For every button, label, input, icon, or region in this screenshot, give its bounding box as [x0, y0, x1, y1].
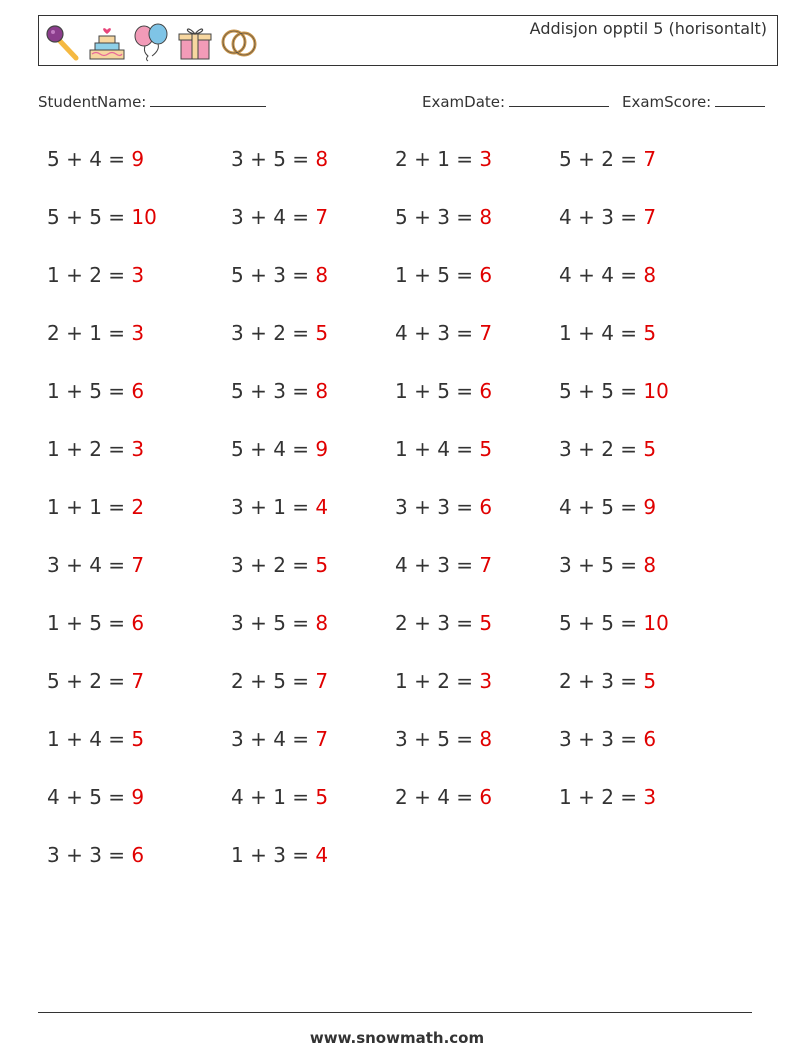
problem-answer: 6 — [643, 727, 657, 751]
problem-question: 3 + 4 = — [231, 205, 316, 229]
problem-answer: 5 — [643, 669, 657, 693]
problem-answer: 3 — [131, 263, 145, 287]
problem-question: 1 + 4 = — [395, 437, 480, 461]
problem-answer: 9 — [131, 147, 145, 171]
problem-item — [395, 669, 492, 693]
problem-question: 3 + 4 = — [231, 727, 316, 751]
problem-answer: 3 — [479, 147, 493, 171]
problem-answer: 4 — [315, 843, 329, 867]
problem-item — [47, 669, 144, 693]
problem-question: 4 + 1 = — [231, 785, 316, 809]
problem-question: 4 + 5 = — [559, 495, 644, 519]
problem-answer: 6 — [131, 379, 145, 403]
problem-item — [231, 669, 328, 693]
problem-answer: 6 — [479, 379, 493, 403]
problem-question: 4 + 3 = — [395, 321, 480, 345]
problem-question: 4 + 3 = — [395, 553, 480, 577]
problem-item — [231, 205, 328, 229]
problem-answer: 10 — [643, 379, 669, 403]
problem-answer: 7 — [315, 205, 329, 229]
problem-item — [395, 147, 492, 171]
problem-question: 5 + 5 = — [47, 205, 132, 229]
problem-question: 5 + 2 = — [47, 669, 132, 693]
problem-question: 3 + 4 = — [47, 553, 132, 577]
problem-item — [559, 437, 656, 461]
problem-item — [47, 843, 144, 867]
problem-question: 2 + 3 = — [395, 611, 480, 635]
problem-answer: 7 — [131, 553, 145, 577]
problem-question: 1 + 3 = — [231, 843, 316, 867]
problem-answer: 7 — [315, 727, 329, 751]
problem-item — [559, 205, 656, 229]
problem-item — [559, 495, 656, 519]
problem-question: 5 + 3 = — [395, 205, 480, 229]
problem-item — [395, 205, 492, 229]
problem-question: 2 + 1 = — [47, 321, 132, 345]
problem-question: 5 + 4 = — [47, 147, 132, 171]
problem-answer: 2 — [131, 495, 145, 519]
problem-answer: 8 — [479, 727, 493, 751]
problem-answer: 3 — [643, 785, 657, 809]
problem-item — [47, 437, 144, 461]
problem-answer: 5 — [479, 437, 493, 461]
problem-answer: 8 — [315, 147, 329, 171]
problem-item — [395, 437, 492, 461]
problem-question: 1 + 2 = — [47, 263, 132, 287]
problem-item — [395, 727, 492, 751]
problem-answer: 5 — [315, 321, 329, 345]
problem-question: 1 + 4 = — [47, 727, 132, 751]
problem-item — [231, 147, 328, 171]
problem-answer: 5 — [315, 553, 329, 577]
problem-question: 4 + 5 = — [47, 785, 132, 809]
problem-question: 1 + 2 = — [47, 437, 132, 461]
problem-question: 3 + 2 = — [231, 553, 316, 577]
problem-item — [47, 495, 144, 519]
problem-question: 2 + 1 = — [395, 147, 480, 171]
problem-question: 1 + 1 = — [47, 495, 132, 519]
problem-question: 3 + 5 = — [395, 727, 480, 751]
problem-answer: 7 — [315, 669, 329, 693]
problem-question: 3 + 2 = — [231, 321, 316, 345]
problem-answer: 7 — [479, 553, 493, 577]
problem-answer: 3 — [131, 321, 145, 345]
problem-question: 3 + 5 = — [231, 611, 316, 635]
problem-answer: 3 — [479, 669, 493, 693]
problem-answer: 7 — [479, 321, 493, 345]
exam-date-label: ExamDate: — [422, 93, 506, 111]
problem-item — [47, 263, 144, 287]
problem-question: 3 + 5 = — [231, 147, 316, 171]
exam-score-label: ExamScore: — [622, 93, 712, 111]
problem-item — [395, 379, 492, 403]
problem-item — [559, 321, 656, 345]
problem-answer: 6 — [131, 611, 145, 635]
problem-item — [47, 147, 144, 171]
problem-item — [231, 263, 328, 287]
problem-item — [47, 785, 144, 809]
problem-answer: 6 — [479, 785, 493, 809]
problem-item — [47, 611, 144, 635]
problem-answer: 6 — [479, 263, 493, 287]
problem-question: 3 + 5 = — [559, 553, 644, 577]
problem-question: 1 + 5 = — [395, 263, 480, 287]
problem-answer: 6 — [131, 843, 145, 867]
problem-question: 1 + 4 = — [559, 321, 644, 345]
problem-question: 4 + 3 = — [559, 205, 644, 229]
problem-item — [47, 727, 144, 751]
problem-item — [231, 321, 328, 345]
problem-answer: 5 — [479, 611, 493, 635]
problem-answer: 8 — [315, 379, 329, 403]
problem-item — [231, 495, 328, 519]
problem-item — [47, 379, 144, 403]
problem-item — [231, 727, 328, 751]
worksheet-title: Addisjon opptil 5 (horisontalt) — [529, 19, 767, 38]
problem-question: 2 + 3 = — [559, 669, 644, 693]
problem-item — [395, 553, 492, 577]
problem-answer: 8 — [315, 263, 329, 287]
problem-item — [395, 321, 492, 345]
problem-question: 1 + 5 = — [47, 379, 132, 403]
problem-item — [47, 321, 144, 345]
problem-answer: 8 — [643, 553, 657, 577]
problem-question: 1 + 2 = — [559, 785, 644, 809]
problem-question: 1 + 5 = — [395, 379, 480, 403]
problem-question: 2 + 5 = — [231, 669, 316, 693]
problem-answer: 10 — [643, 611, 669, 635]
problem-item — [559, 379, 669, 403]
problem-item — [395, 263, 492, 287]
problem-answer: 6 — [479, 495, 493, 519]
footer-divider — [38, 1012, 752, 1013]
problem-question: 1 + 5 = — [47, 611, 132, 635]
problem-answer: 5 — [131, 727, 145, 751]
problem-item — [231, 785, 328, 809]
problem-answer: 5 — [643, 437, 657, 461]
problem-item — [231, 379, 328, 403]
problem-item — [559, 611, 669, 635]
problem-answer: 9 — [315, 437, 329, 461]
problem-question: 5 + 3 = — [231, 263, 316, 287]
problem-answer: 3 — [131, 437, 145, 461]
footer-url: www.snowmath.com — [309, 1029, 485, 1047]
problem-question: 3 + 3 = — [395, 495, 480, 519]
problem-item — [231, 437, 328, 461]
problem-answer: 8 — [315, 611, 329, 635]
problem-answer: 4 — [315, 495, 329, 519]
problem-answer: 9 — [131, 785, 145, 809]
problem-item — [559, 669, 656, 693]
problem-item — [47, 553, 144, 577]
problem-item — [395, 785, 492, 809]
problem-question: 3 + 3 = — [47, 843, 132, 867]
problem-answer: 10 — [131, 205, 157, 229]
problem-question: 2 + 4 = — [395, 785, 480, 809]
problem-answer: 7 — [643, 147, 657, 171]
problem-item — [559, 727, 656, 751]
student-name-label: StudentName: — [38, 93, 147, 111]
problem-item — [559, 785, 656, 809]
problem-answer: 5 — [643, 321, 657, 345]
problem-question: 5 + 5 = — [559, 611, 644, 635]
problem-item — [231, 553, 328, 577]
problem-answer: 7 — [131, 669, 145, 693]
problem-question: 3 + 2 = — [559, 437, 644, 461]
problem-answer: 9 — [643, 495, 657, 519]
problem-question: 5 + 4 = — [231, 437, 316, 461]
problem-item — [47, 205, 157, 229]
problem-answer: 5 — [315, 785, 329, 809]
problem-item — [231, 611, 328, 635]
problem-question: 5 + 2 = — [559, 147, 644, 171]
problem-question: 3 + 3 = — [559, 727, 644, 751]
problem-question: 3 + 1 = — [231, 495, 316, 519]
problem-item — [395, 611, 492, 635]
problem-question: 5 + 3 = — [231, 379, 316, 403]
problem-item — [559, 263, 656, 287]
problem-answer: 8 — [643, 263, 657, 287]
problem-question: 5 + 5 = — [559, 379, 644, 403]
problem-question: 4 + 4 = — [559, 263, 644, 287]
problem-answer: 8 — [479, 205, 493, 229]
problem-question: 1 + 2 = — [395, 669, 480, 693]
problem-item — [559, 553, 656, 577]
problem-item — [231, 843, 328, 867]
problem-item — [559, 147, 656, 171]
problem-answer: 7 — [643, 205, 657, 229]
problem-item — [395, 495, 492, 519]
